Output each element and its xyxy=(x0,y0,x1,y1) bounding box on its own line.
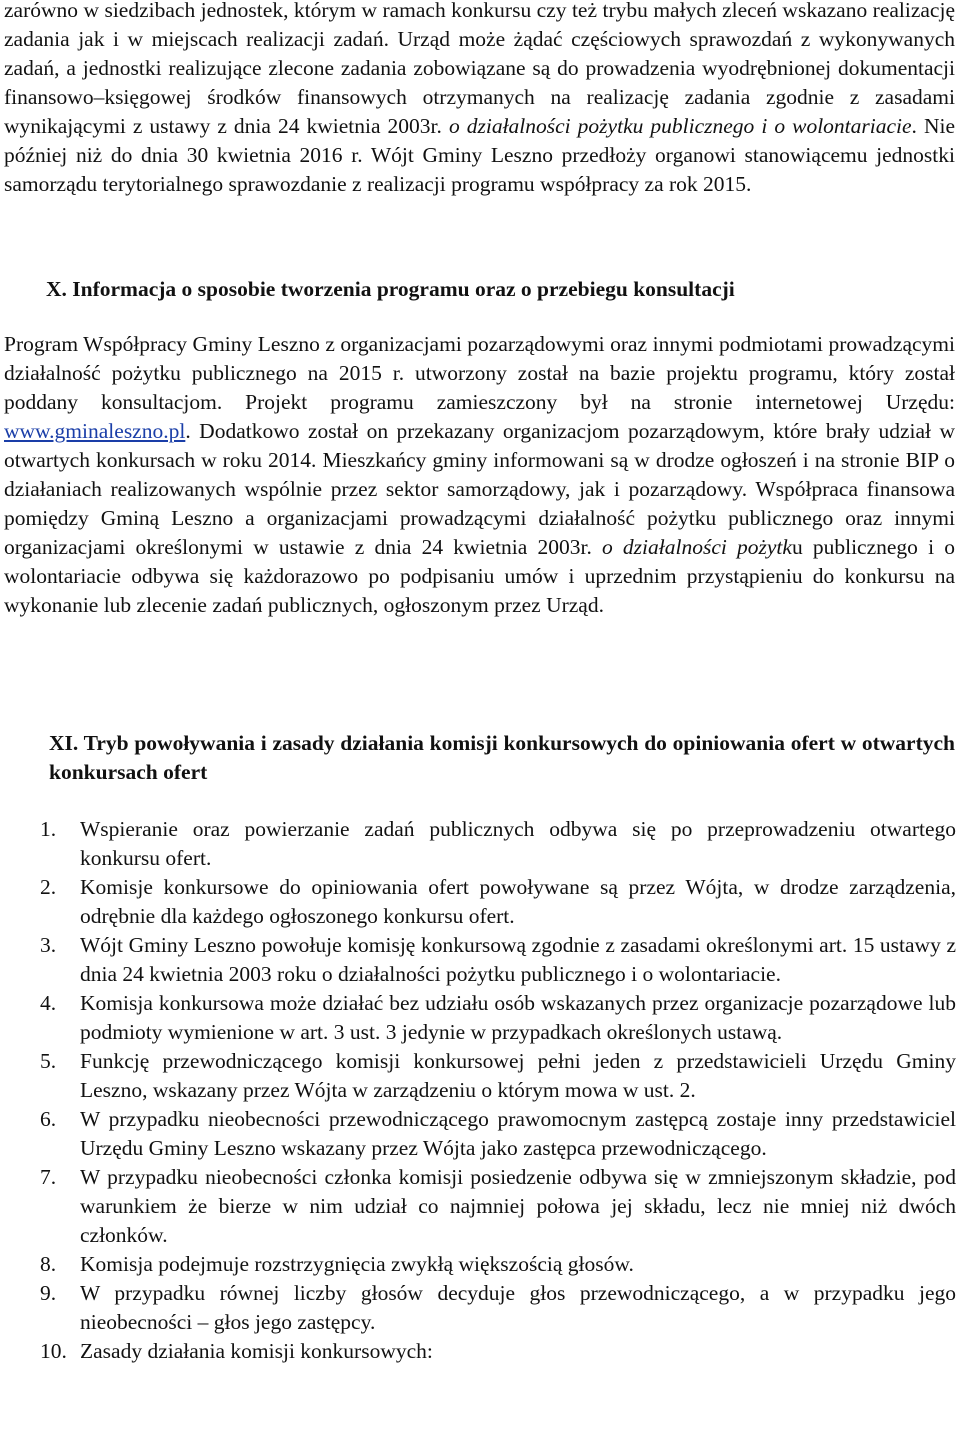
list-item-number: 5. xyxy=(40,1049,57,1073)
section-x-paragraph xyxy=(4,330,955,620)
section-x-text-3: u publicznego i o wolontariacie odbywa się każdorazowo po podpisaniu umów i uprzednim przystąpieniu do konkursu na wykonanie lub zlecenie zadań publicznych, ogłoszonym przez Urząd. xyxy=(4,535,955,617)
list-item-text: Komisja konkursowa może działać bez udziału osób wskazanych przez organizacje pozarządowe lub podmioty wymienione w art. 3 ust. 3 jedynie w przypadkach określonych ustawą. xyxy=(80,991,956,1044)
intro-paragraph xyxy=(4,0,955,199)
list-item xyxy=(0,1047,956,1105)
list-item-text: Wójt Gminy Leszno powołuje komisję konkursową zgodnie z zasadami określonymi art. 15 ustawy z dnia 24 kwietnia 2003 roku o działalności pożytku publicznego i o wolontariacie. xyxy=(80,933,956,986)
list-item xyxy=(0,1250,956,1279)
list-item-text: W przypadku nieobecności przewodniczącego prawomocnym zastępcą zostaje inny przedstawiciel Urzędu Gminy Leszno wskazany przez Wójta jako zastępca przewodniczącego. xyxy=(80,1107,956,1160)
section-x-italic-act-title: o działalności pożytk xyxy=(602,535,792,559)
list-item xyxy=(0,1163,956,1250)
website-link[interactable]: www.gminaleszno.pl xyxy=(4,419,186,443)
list-item xyxy=(0,931,956,989)
list-item xyxy=(0,1105,956,1163)
list-item xyxy=(0,1279,956,1337)
list-item xyxy=(0,989,956,1047)
section-x-heading: X. Informacja o sposobie tworzenia programu oraz o przebiegu konsultacji xyxy=(46,277,735,301)
list-item xyxy=(0,1337,956,1366)
list-item-number: 3. xyxy=(40,933,57,957)
list-item-number: 4. xyxy=(40,991,57,1015)
commission-rules-list xyxy=(0,815,960,1366)
section-x-text-2: . Dodatkowo został on przekazany organizacjom pozarządowym, które brały udział w otwartych konkursach w roku 2014. Mieszkańcy gminy informowani są w drodze ogłoszeń i na stronie BIP o działaniach realizowanych wspólnie przez sektor samorządowy, jak i pozarządowy. Współpraca finansowa pomiędzy Gminą Leszno a organizacjami prowadzącymi działalność pożytku publicznego oraz innymi organizacjami określonymi w ustawie z dnia 24 kwietnia 2003r. xyxy=(4,419,955,559)
list-item-number: 9. xyxy=(40,1281,57,1305)
list-item-number: 1. xyxy=(40,817,57,841)
list-item xyxy=(0,873,956,931)
section-x-text-1: Program Współpracy Gminy Leszno z organizacjami pozarządowymi oraz innymi podmiotami prowadzącymi działalność pożytku publicznego na 2015 r. utworzony został na bazie projektu programu, który został poddany konsultacjom. Projekt programu zamieszczony był na stronie internetowej Urzędu: xyxy=(4,332,955,414)
section-xi-heading: XI. Tryb powoływania i zasady działania komisji konkursowych do opiniowania ofert w otwartych konkursach ofert xyxy=(49,731,955,784)
intro-text-2: . Nie później niż do dnia 30 kwietnia 2016 r. Wójt Gminy Leszno przedłoży organowi stanowiącemu jednostki samorządu terytorialnego sprawozdanie z realizacji programu współpracy za rok 2015. xyxy=(4,114,955,196)
list-item-number: 10. xyxy=(40,1339,67,1363)
intro-text-1: zarówno w siedzibach jednostek, którym w ramach konkursu czy też trybu małych zleceń wskazano realizację zadania jak i w miejscach realizacji zadań. Urząd może żądać częściowych sprawozdań z wykonywanych zadań, a jednostki realizujące zlecone zadania zobowiązane są do prowadzenia wyodrębnionej dokumentacji finansowo–księgowej środków finansowych otrzymanych na realizację zadania zgodnie z zasadami wynikającymi z ustawy z dnia 24 kwietnia 2003r. xyxy=(4,0,955,138)
list-item-text: Komisja podejmuje rozstrzygnięcia zwykłą większością głosów. xyxy=(80,1252,634,1276)
list-item-number: 6. xyxy=(40,1107,57,1131)
list-item-text: W przypadku nieobecności członka komisji posiedzenie odbywa się w zmniejszonym składzie, pod warunkiem że bierze w nim udział co najmniej połowa jej składu, lecz nie mniej niż dwóch członków. xyxy=(80,1165,956,1247)
list-item-number: 8. xyxy=(40,1252,57,1276)
list-item-text: Zasady działania komisji konkursowych: xyxy=(80,1339,433,1363)
list-item-text: Wspieranie oraz powierzanie zadań publicznych odbywa się po przeprowadzeniu otwartego konkursu ofert. xyxy=(80,817,956,870)
list-item-number: 7. xyxy=(40,1165,57,1189)
list-item-number: 2. xyxy=(40,875,57,899)
list-item-text: W przypadku równej liczby głosów decyduje głos przewodniczącego, a w przypadku jego nieobecności – głos jego zastępcy. xyxy=(80,1281,956,1334)
list-item-text: Komisje konkursowe do opiniowania ofert powoływane są przez Wójta, w drodze zarządzenia, odrębnie dla każdego ogłoszonego konkursu ofert. xyxy=(80,875,956,928)
list-item xyxy=(0,815,956,873)
list-item-text: Funkcję przewodniczącego komisji konkursowej pełni jeden z przedstawicieli Urzędu Gminy Leszno, wskazany przez Wójta w zarządzeniu o którym mowa w ust. 2. xyxy=(80,1049,956,1102)
intro-italic-act-title: o działalności pożytku publicznego i o wolontariacie xyxy=(448,114,912,138)
